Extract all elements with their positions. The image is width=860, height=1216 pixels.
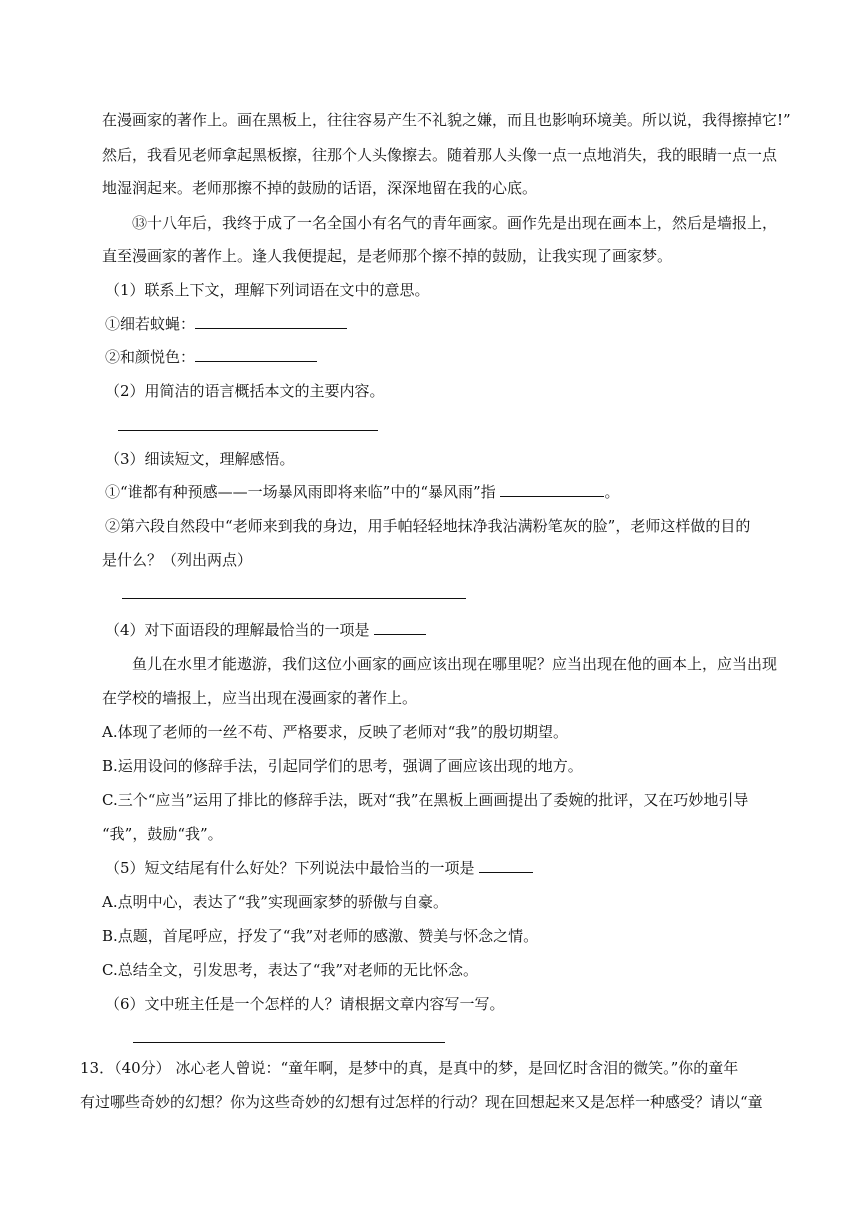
question-5-option-a: A.点明中心，表达了“我”实现画家梦的骄傲与自豪。 [102,893,448,911]
question-1-item-a-label: ①细若蚊蝇： [105,315,196,333]
question-4-prompt [105,620,426,640]
question-4-option-c-line-1: C.三个“应当”运用了排比的修辞手法，既对“我”在黑板上画画提出了委婉的批评，又在巧妙地引导 [102,791,749,809]
story-line-1: 在漫画家的著作上。画在黑板上，往往容易产生不礼貌之嫌，而且也影响环境美。所以说，我得擦掉它!” [102,111,791,129]
answer-blank-1a[interactable] [195,314,347,329]
question-13-line-2: 有过哪些奇妙的幻想？你为这些奇妙的幻想有过怎样的行动？现在回想起来又是怎样一种感受？请以“童 [80,1093,763,1111]
question-3-item-a-end: 。 [604,483,620,501]
question-4-option-b: B.运用设问的修辞手法，引起同学们的思考，强调了画应该出现的地方。 [102,757,583,775]
answer-blank-1b[interactable] [195,347,317,362]
question-4-label: （4）对下面语段的理解最恰当的一项是 [105,621,370,639]
question-2-prompt: （2）用简洁的语言概括本文的主要内容。 [105,382,385,400]
question-1-item-b-label: ②和颜悦色： [105,348,196,366]
question-5-option-c: C.总结全文，引发思考，表达了“我”对老师的无比怀念。 [102,961,479,979]
answer-blank-5[interactable] [479,858,533,873]
question-3-item-a-label: ①“谁都有种预感——一场暴风雨即将来临”中的“暴风雨”指 [105,483,496,501]
question-3-item-a [105,482,619,502]
story-line-3: 地湿润起来。老师那擦不掉的鼓励的话语，深深地留在我的心底。 [102,179,538,197]
question-5-prompt [105,858,533,878]
question-4-option-c-line-2: “我”，鼓励“我”。 [102,825,223,843]
answer-line-2[interactable] [118,430,378,431]
question-5-option-b: B.点题，首尾呼应，抒发了“我”对老师的感激、赞美与怀念之情。 [102,927,539,945]
question-3-item-b-line-2: 是什么？（列出两点） [102,551,253,569]
question-6-prompt: （6）文中班主任是一个怎样的人？请根据文章内容写一写。 [105,995,505,1013]
question-4-quote-line-2: 在学校的墙报上，应当出现在漫画家的著作上。 [102,689,418,707]
answer-line-3b[interactable] [122,598,466,599]
question-3-item-b-line-1: ②第六段自然段中“老师来到我的身边，用手帕轻轻地抹净我沾满粉笔灰的脸”，老师这样做的目的 [105,517,751,535]
paragraph-13-line-1: ⑬十八年后，我终于成了一名全国小有名气的青年画家。画作先是出现在画本上，然后是墙报上， [132,214,778,232]
question-4-quote-line-1: 鱼儿在水里才能遨游，我们这位小画家的画应该出现在哪里呢？应当出现在他的画本上，应当出现 [132,655,778,673]
question-5-label: （5）短文结尾有什么好处？下列说法中最恰当的一项是 [105,859,475,877]
question-1-item-a [105,314,347,334]
answer-blank-4[interactable] [374,620,426,635]
story-line-2: 然后，我看见老师拿起黑板擦，往那个人头像擦去。随着那人头像一点一点地消失，我的眼睛一点一点 [102,146,778,164]
question-13-line-1: 13．（40分） 冰心老人曾说：“童年啊，是梦中的真，是真中的梦，是回忆时含泪的微笑。”你的童年 [80,1059,739,1077]
question-1-item-b [105,347,317,367]
paragraph-13-line-2: 直至漫画家的著作上。逢人我便提起，是老师那个擦不掉的鼓励，让我实现了画家梦。 [102,247,673,265]
answer-line-6[interactable] [133,1042,445,1043]
answer-blank-3a[interactable] [500,482,604,497]
question-3-prompt: （3）细读短文，理解感悟。 [105,450,295,468]
question-1-prompt: （1）联系上下文，理解下列词语在文中的意思。 [105,281,430,299]
question-4-option-a: A.体现了老师的一丝不苟、严格要求，反映了老师对“我”的殷切期望。 [102,723,568,741]
